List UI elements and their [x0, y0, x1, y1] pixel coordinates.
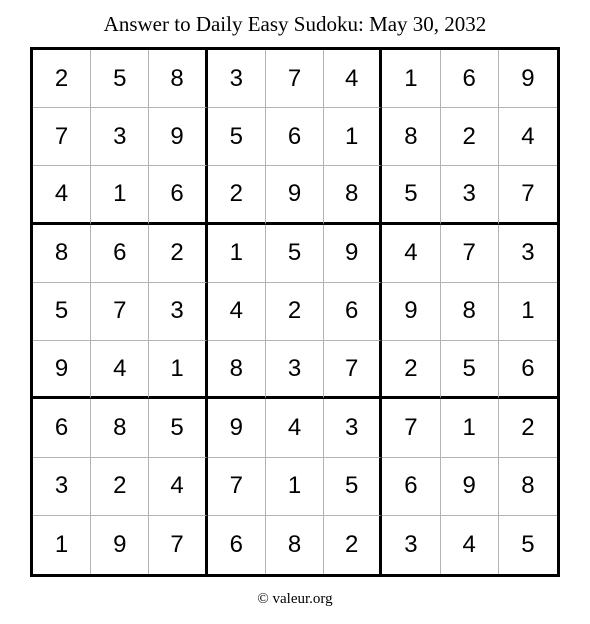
sudoku-cell-r6c5: 3: [266, 341, 324, 399]
sudoku-cell-r7c1: 6: [33, 399, 91, 457]
copyright-footer: © valeur.org: [257, 591, 333, 607]
sudoku-cell-r9c9: 5: [521, 530, 535, 558]
sudoku-cell-r4c4: 1: [208, 225, 266, 283]
sudoku-cell-r3c7: 5: [382, 166, 440, 224]
sudoku-cell-r2c3: 9: [149, 108, 207, 166]
sudoku-cell-r1c9: 9: [499, 50, 557, 108]
sudoku-cell-r7c8: 1: [441, 399, 499, 457]
sudoku-cell-r5c6: 6: [324, 283, 382, 341]
sudoku-cell-r3c9: 7: [499, 166, 557, 224]
sudoku-cell-r4c2: 6: [91, 225, 149, 283]
sudoku-cell-r2c9: 4: [499, 108, 557, 166]
sudoku-cell-r4c9: 3: [499, 225, 557, 283]
sudoku-cell-r7c3: 5: [149, 399, 207, 457]
sudoku-cell-r3c2: 1: [91, 166, 149, 224]
sudoku-cell-r2c5: 6: [266, 108, 324, 166]
sudoku-cell-r6c4: 8: [208, 341, 266, 399]
sudoku-board: [30, 47, 560, 577]
sudoku-cell-r7c9: 2: [499, 399, 557, 457]
sudoku-cell-r3c5: 9: [266, 166, 324, 224]
sudoku-cell-r1c5: 7: [266, 50, 324, 108]
sudoku-cell-r7c6: 3: [324, 399, 382, 457]
sudoku-cell-r5c4: 4: [208, 283, 266, 341]
sudoku-cell-r3c6: 8: [324, 166, 382, 224]
sudoku-cell-r8c4: 7: [208, 458, 266, 516]
sudoku-cell-r1c4: 3: [208, 50, 266, 108]
sudoku-cell-r2c2: 3: [91, 108, 149, 166]
sudoku-cell-r4c8: 7: [441, 225, 499, 283]
sudoku-cell-r4c7: 4: [382, 225, 440, 283]
sudoku-cell-r7c4: 9: [208, 399, 266, 457]
sudoku-cell-r6c1: 9: [33, 341, 91, 399]
sudoku-cell-r4c3: 2: [149, 225, 207, 283]
sudoku-cell-r8c2: 2: [91, 458, 149, 516]
sudoku-cell-r4c6: 9: [324, 225, 382, 283]
sudoku-cell-r8c6: 5: [324, 458, 382, 516]
sudoku-cell-r1c7: 1: [382, 50, 440, 108]
sudoku-cell-r3c4: 2: [208, 166, 266, 224]
sudoku-cell-r9c3: 7: [149, 516, 207, 574]
sudoku-cell-r6c9: 6: [499, 341, 557, 399]
sudoku-cell-r2c8: 2: [441, 108, 499, 166]
sudoku-cell-r8c9: 8: [499, 458, 557, 516]
sudoku-cell-r7c7: 7: [382, 399, 440, 457]
sudoku-cell-r9c1: 1: [33, 516, 91, 574]
puzzle-title: Answer to Daily Easy Sudoku: May 30, 2032: [103, 12, 487, 36]
sudoku-cell-r1c3: 8: [149, 50, 207, 108]
sudoku-cell-r2c1: 7: [33, 108, 91, 166]
sudoku-cell-r8c1: 3: [33, 458, 91, 516]
sudoku-cell-r1c8: 6: [441, 50, 499, 108]
sudoku-cell-r9c2: 9: [91, 516, 149, 574]
sudoku-cell-r6c6: 7: [324, 341, 382, 399]
sudoku-cell-r8c7: 6: [382, 458, 440, 516]
sudoku-cell-r3c8: 3: [441, 166, 499, 224]
sudoku-cell-r6c2: 4: [91, 341, 149, 399]
sudoku-cell-r5c8: 8: [441, 283, 499, 341]
sudoku-cell-r8c5: 1: [266, 458, 324, 516]
sudoku-cell-r1c1: 2: [33, 50, 91, 108]
sudoku-cell-r4c5: 5: [266, 225, 324, 283]
sudoku-cell-r3c1: 4: [33, 166, 91, 224]
sudoku-cell-r9c7: 3: [382, 516, 440, 574]
sudoku-cell-r5c9: 1: [499, 283, 557, 341]
sudoku-cell-r6c7: 2: [382, 341, 440, 399]
sudoku-cell-r3c3: 6: [149, 166, 207, 224]
sudoku-cell-r8c3: 4: [149, 458, 207, 516]
sudoku-cell-r5c7: 9: [382, 283, 440, 341]
sudoku-cell-r4c1: 8: [33, 225, 91, 283]
sudoku-cell-r9c5: 8: [266, 516, 324, 574]
sudoku-cell-r1c2: 5: [91, 50, 149, 108]
sudoku-cell-r9c4: 6: [208, 516, 266, 574]
sudoku-cell-r5c1: 5: [33, 283, 91, 341]
sudoku-cell-r6c3: 1: [149, 341, 207, 399]
sudoku-cell-r9c6: 2: [324, 516, 382, 574]
sudoku-cell-r8c8: 9: [441, 458, 499, 516]
sudoku-cell-r7c2: 8: [91, 399, 149, 457]
sudoku-cell-r9c8: 4: [441, 516, 499, 574]
sudoku-cell-r7c5: 4: [266, 399, 324, 457]
sudoku-cell-r6c8: 5: [441, 341, 499, 399]
sudoku-cell-r2c6: 1: [324, 108, 382, 166]
sudoku-cell-r5c2: 7: [91, 283, 149, 341]
sudoku-cell-r1c6: 4: [324, 50, 382, 108]
sudoku-cell-r5c5: 2: [266, 283, 324, 341]
sudoku-cell-r2c4: 5: [208, 108, 266, 166]
sudoku-cell-r2c7: 8: [382, 108, 440, 166]
sudoku-cell-r5c3: 3: [149, 283, 207, 341]
